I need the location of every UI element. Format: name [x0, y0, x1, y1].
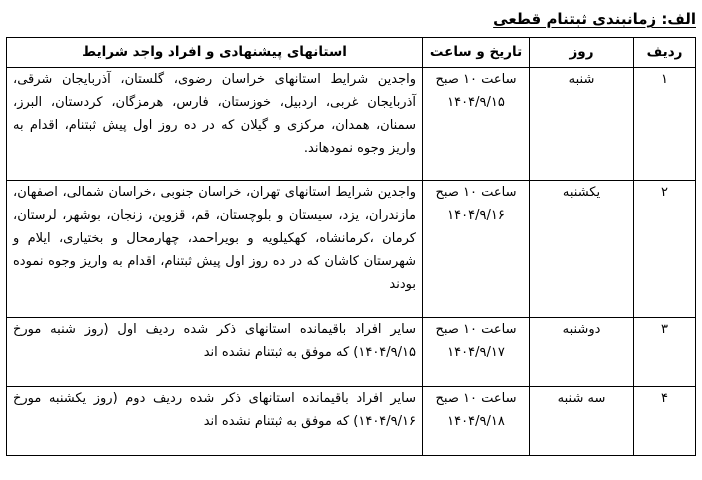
row-provinces: سایر افراد باقیمانده استانهای ذکر شده ردیف اول (روز شنبه مورخ ۱۴۰۴/۹/۱۵) که موفق به ثبتنام نشده اند	[7, 318, 423, 387]
table-row	[7, 387, 696, 456]
row-number: ۲	[634, 181, 696, 318]
row-date-time	[423, 387, 530, 456]
row-day: دوشنبه	[530, 318, 634, 387]
header-row-number: ردیف	[634, 38, 696, 68]
table-row	[7, 68, 696, 181]
row-day: شنبه	[530, 68, 634, 181]
row-day: سه شنبه	[530, 387, 634, 456]
row-number: ۳	[634, 318, 696, 387]
row-number: ۱	[634, 68, 696, 181]
row-time: ساعت ۱۰ صبح	[435, 72, 517, 87]
row-number: ۴	[634, 387, 696, 456]
row-provinces: واجدین شرایط استانهای خراسان رضوی، گلستان، آذربایجان شرقی، آذربایجان غربی، اردبیل، خوزستان، فارس، هرمزگان، کردستان، البرز، سمنان، همدان، مرکزی و گیلان که در ده روز اول پیش ثبتنام، اقدام به واریز وجوه نمودهاند.	[7, 68, 423, 181]
row-date-time	[423, 68, 530, 181]
header-day: روز	[530, 38, 634, 68]
row-time: ساعت ۱۰ صبح	[435, 185, 517, 200]
header-provinces: استانهای پیشنهادی و افراد واجد شرایط	[7, 38, 423, 68]
row-date: ۱۴۰۴/۹/۱۶	[447, 208, 505, 223]
row-time: ساعت ۱۰ صبح	[435, 391, 517, 406]
row-day: یکشنبه	[530, 181, 634, 318]
section-heading: الف: زمانبندی ثبتنام قطعی	[493, 10, 696, 28]
row-date: ۱۴۰۴/۹/۱۵	[447, 95, 505, 110]
row-provinces: واجدین شرایط استانهای تهران، خراسان جنوبی ،خراسان شمالی، اصفهان، مازندران، یزد، سیستان و بلوچستان، قم، قزوین، زنجان، بوشهر، لرستان، کرمان ،کرمانشاه، کهکیلویه و بویراحمد، چهارمحال و بختیاری، ایلام و شهرستان کاشان که در ده روز اول پیش ثبتنام، اقدام به واریز وجوه نموده بودند	[7, 181, 423, 318]
table-row	[7, 181, 696, 318]
row-date: ۱۴۰۴/۹/۱۷	[447, 345, 505, 360]
row-date-time	[423, 318, 530, 387]
row-date: ۱۴۰۴/۹/۱۸	[447, 414, 505, 429]
row-provinces: سایر افراد باقیمانده استانهای ذکر شده ردیف دوم (روز یکشنبه مورخ ۱۴۰۴/۹/۱۶) که موفق به ثبتنام نشده اند	[7, 387, 423, 456]
header-date-time: تاریخ و ساعت	[423, 38, 530, 68]
table-row	[7, 318, 696, 387]
table-header-row	[7, 38, 696, 68]
registration-schedule-table	[6, 37, 696, 456]
row-date-time	[423, 181, 530, 318]
row-time: ساعت ۱۰ صبح	[435, 322, 517, 337]
